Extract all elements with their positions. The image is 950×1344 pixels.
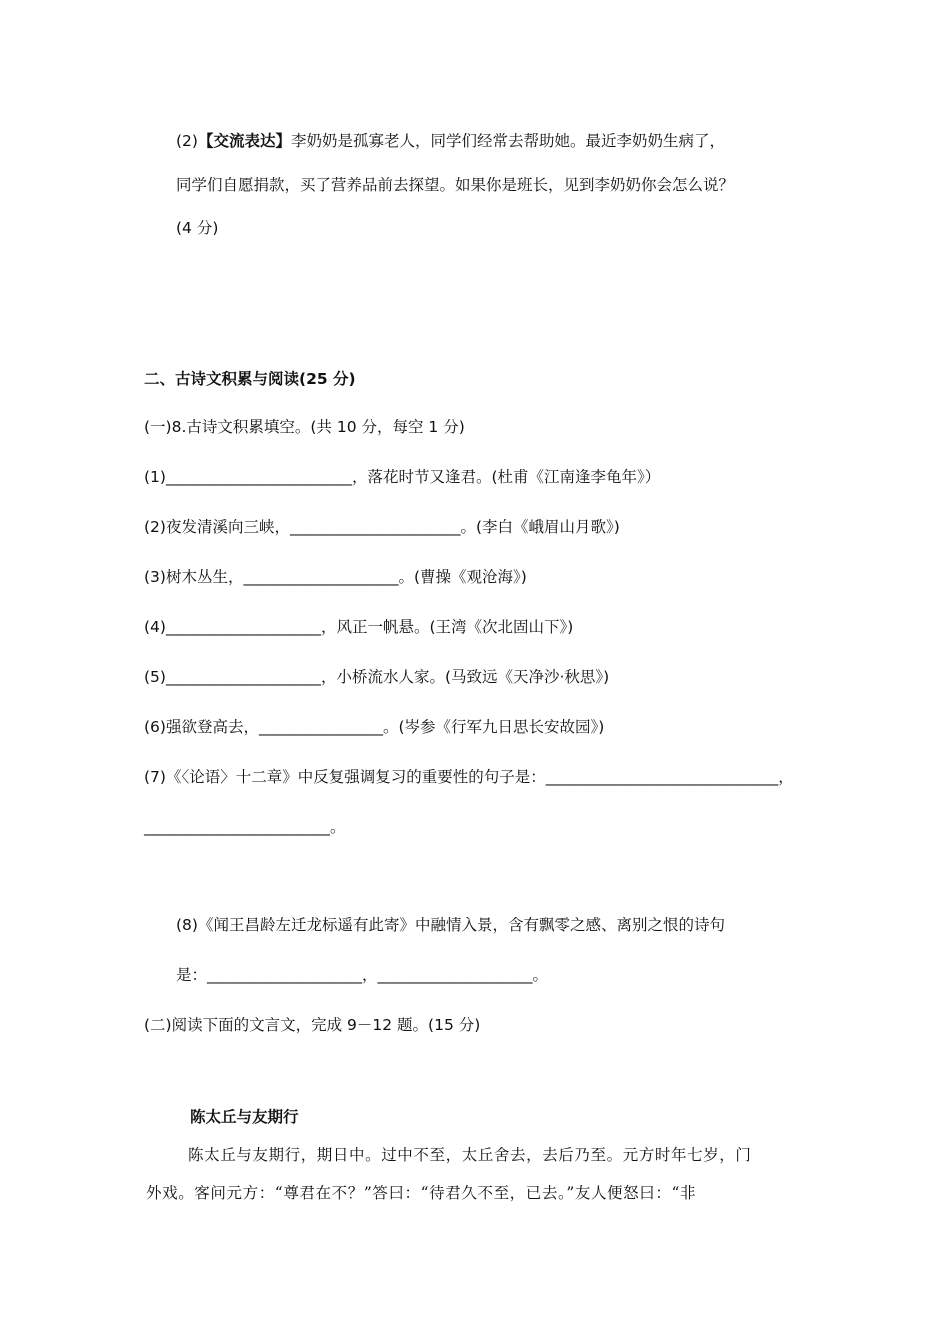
q7-2-line1 (176, 130, 725, 152)
q8-item-7: (7)《〈论语〉十二章》中反复强调复习的重要性的句子是：______________________________， (144, 768, 794, 786)
q8-item-6: (6)强欲登高去，________________。(岑参《行军九日思长安故园》) (144, 718, 605, 736)
q8-item-2: (2)夜发清溪向三峡，______________________。(李白《峨眉山月歌》) (144, 518, 620, 536)
passage-title: 陈太丘与友期行 (190, 1108, 299, 1126)
q8-item-4: (4)____________________，风正一帆悬。(王湾《次北固山下》) (144, 618, 574, 636)
q8-intro: (一)8.古诗文积累填空。(共 10 分，每空 1 分) (144, 418, 465, 436)
section-heading: 二、古诗文积累与阅读(25 分) (144, 370, 356, 388)
q8-item-8-line2: 是：____________________，____________________。 (176, 966, 549, 984)
q7-2-score: (4 分) (176, 219, 219, 237)
q8-item-5: (5)____________________，小桥流水人家。(马致远《天净沙·秋思》) (144, 668, 610, 686)
q8-item-7-continued: ________________________。 (144, 818, 346, 836)
q8-item-1: (1)________________________，落花时节又逢君。(杜甫《江南逢李龟年》） (144, 468, 661, 486)
passage-line-1: 陈太丘与友期行，期日中。过中不至，太丘舍去，去后乃至。元方时年七岁，门 (188, 1146, 752, 1164)
q8-item-3: (3)树木丛生，____________________。(曹操《观沧海》) (144, 568, 527, 586)
reading-intro: (二)阅读下面的文言文，完成 9－12 题。(15 分) (144, 1016, 481, 1034)
passage-line-2: 外戏。客问元方：“尊君在不？”答曰：“待君久不至，已去。”友人便怒曰：“非 (146, 1184, 697, 1202)
q7-2-number: (2) (176, 132, 198, 150)
q7-2-tag: 【交流表达】 (197, 132, 291, 150)
q8-item-8-line1: (8)《闻王昌龄左迁龙标遥有此寄》中融情入景，含有飘零之感、离别之恨的诗句 (176, 916, 725, 934)
q7-2-line2: 同学们自愿捐款，买了营养品前去探望。如果你是班长，见到李奶奶你会怎么说？ (176, 176, 735, 194)
q7-2-text: 李奶奶是孤寡老人，同学们经常去帮助她。最近李奶奶生病了， (290, 132, 725, 150)
